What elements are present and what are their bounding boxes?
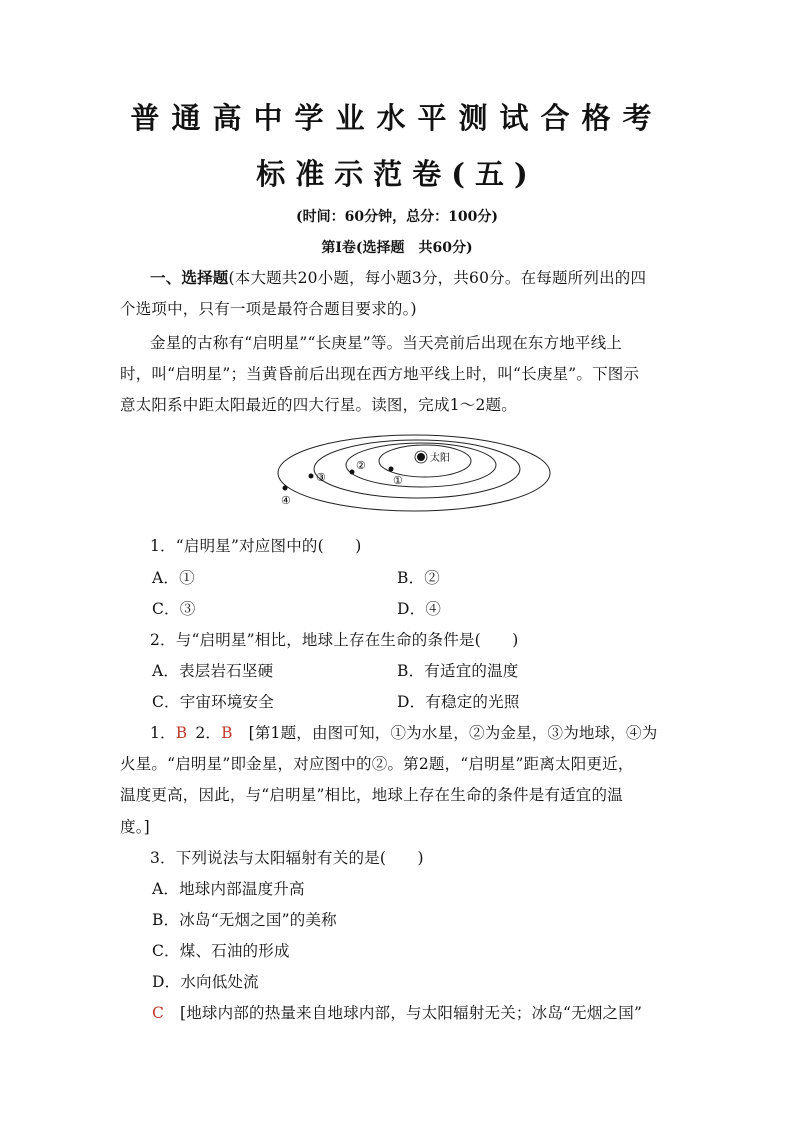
section-instructions-text: (本大题共20小题，每小题3分，共60分。在每题所列出的四: [228, 269, 647, 287]
answer-1-2-explanation: [第1题，由图可知，①为水星，②为金星，③为地球，④为: [248, 724, 658, 742]
q3-option-b: B．冰岛“无烟之国”的美称: [152, 911, 337, 929]
orbit-3: [314, 440, 520, 498]
sun-label: 太阳: [430, 453, 450, 464]
answer-1-2-line3: 温度更高，因此，与“启明星”相比，地球上存在生命的条件是有适宜的温: [120, 786, 623, 804]
q3-stem: 3．下列说法与太阳辐射有关的是( ): [150, 849, 424, 867]
q2-option-b: B．有适宜的温度: [397, 662, 519, 680]
exam-title-line1: 普通高中学业水平测试合格考: [130, 101, 664, 135]
section-instructions-line2: 个选项中，只有一项是最符合题目要求的。): [120, 300, 417, 318]
answer-2-letter: B: [221, 724, 233, 742]
planet-2-dot: [350, 470, 355, 475]
q1-option-b: B．②: [397, 569, 440, 587]
passage-line2: 时，叫“启明星”；当黄昏前后出现在西方地平线上时，叫“长庚星”。下图示: [120, 365, 640, 383]
answer-1-2-line4: 度。]: [120, 818, 150, 836]
planet-1-label: ①: [393, 474, 403, 487]
q1-stem: 1．“启明星”对应图中的( ): [150, 537, 362, 555]
solar-system-diagram: [272, 425, 552, 521]
q2-stem: 2．与“启明星”相比，地球上存在生命的条件是( ): [150, 631, 519, 649]
passage-line1: 金星的古称有“启明星”“长庚星”等。当天亮前后出现在东方地平线上: [150, 334, 623, 352]
answer-3-letter: C: [152, 1004, 165, 1022]
q1-option-d: D．④: [397, 600, 442, 618]
planet-3-label: ③: [316, 471, 326, 484]
answer-1-number: 1．: [150, 724, 176, 742]
answer-3-line1: [152, 1001, 642, 1023]
volume-heading: 第Ⅰ卷(选择题 共60分): [321, 240, 473, 256]
answer-1-letter: B: [175, 724, 188, 742]
planet-4-label: ④: [281, 494, 291, 507]
answer-3-explanation: [地球内部的热量来自地球内部，与太阳辐射无关；冰岛“无烟之国”: [179, 1004, 643, 1022]
passage-line3: 意太阳系中距太阳最近的四大行星。读图，完成1～2题。: [120, 396, 517, 414]
section-instructions-line1: [150, 266, 646, 288]
q2-option-c: C．宇宙环境安全: [152, 693, 274, 711]
orbit-2: [346, 443, 496, 487]
planet-3-dot: [309, 474, 314, 479]
planet-2-label: ②: [356, 459, 366, 472]
section-label: 一、选择题: [150, 268, 229, 287]
planet-4-dot: [283, 486, 288, 491]
q3-option-d: D．水向低处流: [152, 973, 259, 991]
exam-title-line2: 标准示范卷(五): [256, 157, 538, 191]
sun-icon: [417, 453, 425, 461]
planet-1-dot: [389, 467, 394, 472]
q1-option-c: C．③: [152, 600, 196, 618]
q3-option-c: C．煤、石油的形成: [152, 942, 290, 960]
q3-option-a: A．地球内部温度升高: [152, 880, 305, 898]
answer-2-number: 2．: [195, 724, 222, 742]
q2-option-d: D．有稳定的光照: [397, 693, 520, 711]
q1-option-a: A．①: [152, 569, 195, 587]
answer-1-2-line2: 火星。“启明星”即金星，对应图中的②。第2题，“启明星”距离太阳更近，: [120, 755, 634, 773]
answer-1-2-line1: [150, 721, 657, 743]
q2-option-a: A．表层岩石坚硬: [152, 662, 274, 680]
time-info: (时间：60分钟，总分：100分): [296, 209, 498, 225]
